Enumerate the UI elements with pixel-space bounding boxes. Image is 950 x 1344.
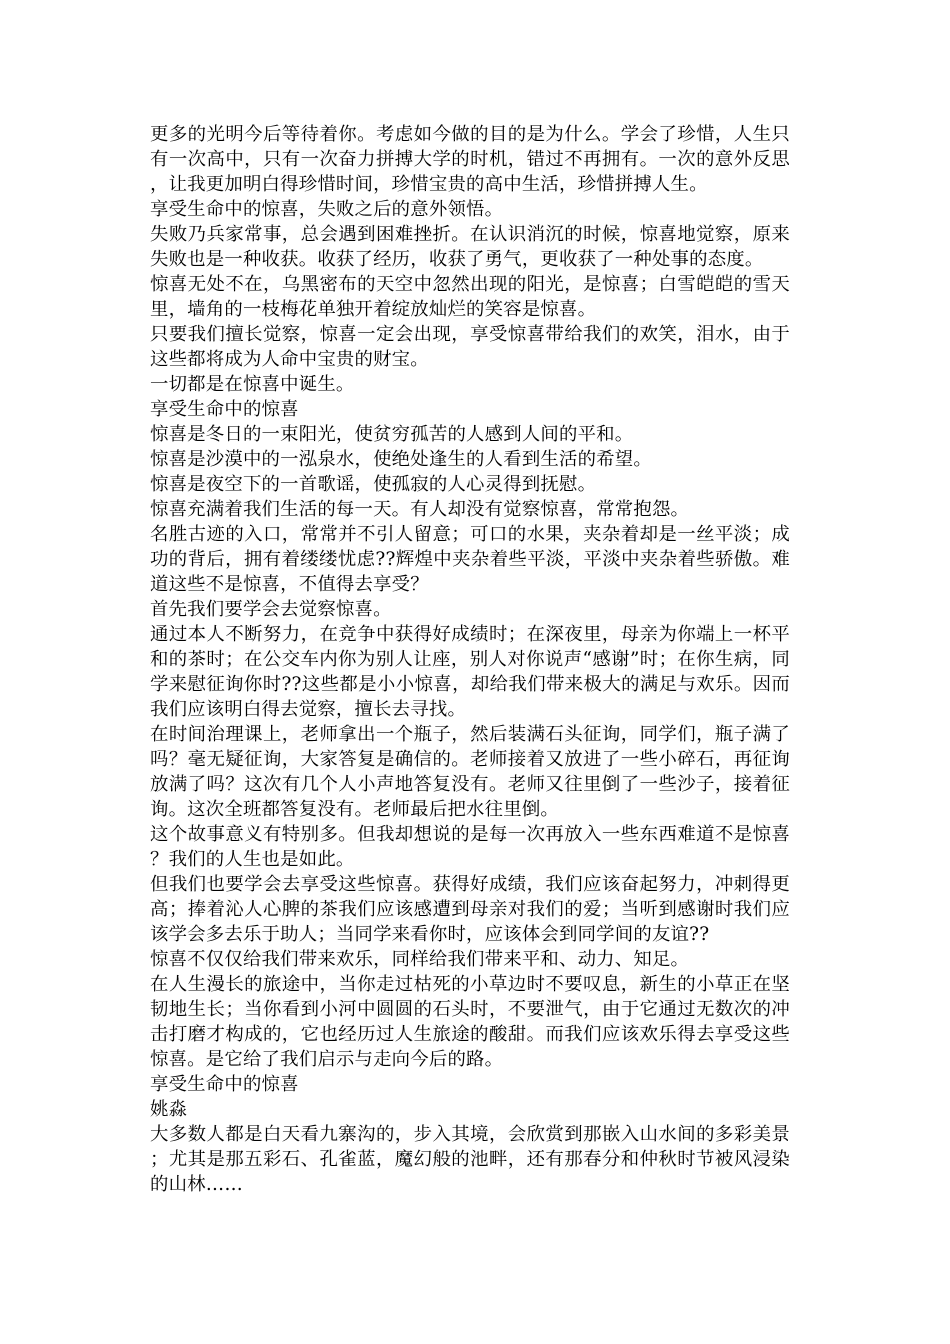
paragraph: 惊喜是夜空下的一首歌谣，使孤寂的人心灵得到抚慰。 [150,474,597,495]
author-name: 姚淼 [150,1099,188,1120]
paragraph: 这个故事意义有特别多。但我却想说的是每一次再放入一些东西难道不是惊喜？我们的人生也是如此。 [150,824,790,870]
paragraph: 惊喜不仅仅给我们带来欢乐，同样给我们带来平和、动力、知足。 [150,949,690,970]
paragraph: 惊喜充满着我们生活的每一天。有人却没有觉察惊喜，常常抱怨。 [150,499,690,520]
paragraph: 首先我们要学会去觉察惊喜。 [150,599,392,620]
paragraph: 惊喜无处不在，乌黑密布的天空中忽然出现的阳光，是惊喜；白雪皑皑的雪天里，墙角的一枝梅花单独开着绽放灿烂的笑容是惊喜。 [150,274,790,320]
paragraph: 一切都是在惊喜中诞生。 [150,374,355,395]
document-body [150,122,790,1197]
paragraph: 在人生漫长的旅途中，当你走过枯死的小草边时不要叹息，新生的小草正在坚韧地生长；当你看到小河中圆圆的石头时，不要泄气，由于它通过无数次的冲击打磨才构成的，它也经历过人生旅途的酸甜。而我们应该欢乐得去享受这些惊喜。是它给了我们启示与走向今后的路。 [150,974,790,1070]
paragraph: 通过本人不断努力，在竞争中获得好成绩时；在深夜里，母亲为你端上一杯平和的茶时；在公交车内你为别人让座，别人对你说声“感谢”时；在你生病，同学来慰征询你时??这些都是小小惊喜，却给我们带来极大的满足与欢乐。因而我们应该明白得去觉察，擅长去寻找。 [150,624,790,720]
paragraph: 享受生命中的惊喜，失败之后的意外领悟。 [150,199,504,220]
paragraph: 更多的光明今后等待着你。考虑如今做的目的是为什么。学会了珍惜，人生只有一次高中，只有一次奋力拼搏大学的时机，错过不再拥有。一次的意外反思，让我更加明白得珍惜时间，珍惜宝贵的高中生活，珍惜拼搏人生。 [150,124,790,195]
paragraph: 但我们也要学会去享受这些惊喜。获得好成绩，我们应该奋起努力，冲刺得更高；捧着沁人心脾的茶我们应该感遭到母亲对我们的爱；当听到感谢时我们应该学会多去乐于助人；当同学来看你时，应该体会到同学间的友谊?? [150,874,790,945]
paragraph: 惊喜是冬日的一束阳光，使贫穷孤苦的人感到人间的平和。 [150,424,634,445]
section-heading: 享受生命中的惊喜 [150,1074,299,1095]
paragraph: 失败乃兵家常事，总会遇到困难挫折。在认识消沉的时候，惊喜地觉察，原来失败也是一种收获。收获了经历，收获了勇气，更收获了一种处事的态度。 [150,224,790,270]
paragraph: 名胜古迹的入口，常常并不引人留意；可口的水果，夹杂着却是一丝平淡；成功的背后，拥有着缕缕忧虑??辉煌中夹杂着些平淡，平淡中夹杂着些骄傲。难道这些不是惊喜，不值得去享受？ [150,524,790,595]
paragraph: 惊喜是沙漠中的一泓泉水，使绝处逢生的人看到生活的希望。 [150,449,652,470]
paragraph: 只要我们擅长觉察，惊喜一定会出现，享受惊喜带给我们的欢笑，泪水，由于这些都将成为人命中宝贵的财宝。 [150,324,790,370]
paragraph: 在时间治理课上，老师拿出一个瓶子，然后装满石头征询，同学们，瓶子满了吗？毫无疑征询，大家答复是确信的。老师接着又放进了一些小碎石，再征询放满了吗？这次有几个人小声地答复没有。老师又往里倒了一些沙子，接着征询。这次全班都答复没有。老师最后把水往里倒。 [150,724,790,820]
paragraph: 大多数人都是白天看九寨沟的，步入其境，会欣赏到那嵌入山水间的多彩美景；尤其是那五彩石、孔雀蓝，魔幻般的池畔，还有那春分和仲秋时节被风浸染的山林…… [150,1124,790,1195]
section-heading: 享受生命中的惊喜 [150,399,299,420]
